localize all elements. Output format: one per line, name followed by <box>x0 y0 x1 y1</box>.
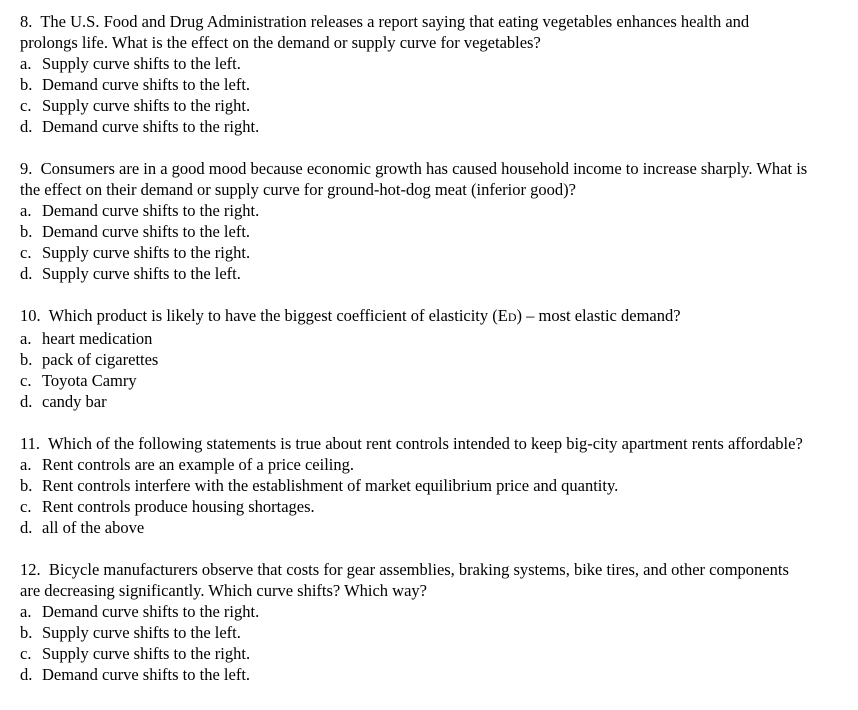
answer-options <box>20 601 810 685</box>
answer-options <box>20 53 810 137</box>
option-text: Supply curve shifts to the right. <box>42 644 251 663</box>
option-letter: b. <box>20 222 33 241</box>
option-letter: d. <box>20 665 33 684</box>
answer-option-b[interactable] <box>20 221 810 242</box>
option-letter: d. <box>20 392 33 411</box>
answer-option-b[interactable] <box>20 475 810 496</box>
question-text-end: ) – most elastic demand? <box>516 306 681 325</box>
answer-option-a[interactable] <box>20 53 810 74</box>
answer-option-d[interactable] <box>20 664 810 685</box>
option-letter: c. <box>20 497 32 516</box>
answer-option-d[interactable] <box>20 116 810 137</box>
option-text: Supply curve shifts to the left. <box>42 623 241 642</box>
option-letter: b. <box>20 75 33 94</box>
option-letter: c. <box>20 243 32 262</box>
option-text: all of the above <box>42 518 145 537</box>
option-letter: a. <box>20 329 32 348</box>
option-text: Supply curve shifts to the left. <box>42 264 241 283</box>
option-letter: a. <box>20 201 32 220</box>
answer-option-a[interactable] <box>20 328 810 349</box>
answer-option-d[interactable] <box>20 517 810 538</box>
answer-option-b[interactable] <box>20 74 810 95</box>
option-text: heart medication <box>42 329 153 348</box>
option-text: Demand curve shifts to the left. <box>42 75 251 94</box>
question-number: 11. <box>20 434 41 453</box>
elasticity-subscript: D <box>507 310 517 324</box>
question-12 <box>20 559 810 685</box>
answer-option-a[interactable] <box>20 601 810 622</box>
option-letter: a. <box>20 602 32 621</box>
answer-option-c[interactable] <box>20 95 810 116</box>
option-text: Demand curve shifts to the left. <box>42 665 251 684</box>
answer-option-c[interactable] <box>20 643 810 664</box>
question-stem <box>20 305 810 328</box>
option-text: Demand curve shifts to the right. <box>42 602 260 621</box>
answer-option-c[interactable] <box>20 370 810 391</box>
question-8 <box>20 11 810 137</box>
answer-option-b[interactable] <box>20 349 810 370</box>
answer-option-d[interactable] <box>20 391 810 412</box>
option-text: Supply curve shifts to the left. <box>42 54 241 73</box>
answer-option-d[interactable] <box>20 263 810 284</box>
answer-option-a[interactable] <box>20 200 810 221</box>
question-9 <box>20 158 810 284</box>
option-text: Demand curve shifts to the right. <box>42 201 260 220</box>
question-number: 8. <box>20 12 33 31</box>
question-stem <box>20 158 810 200</box>
option-text: Rent controls are an example of a price ceiling. <box>42 455 354 474</box>
option-text: Demand curve shifts to the right. <box>42 117 260 136</box>
question-text: Consumers are in a good mood because economic growth has caused household income to increase sharply. What is the effect on their demand or supply curve for ground-hot-dog meat (inferior good)? <box>20 159 808 199</box>
answer-options <box>20 328 810 412</box>
option-text: Supply curve shifts to the right. <box>42 243 251 262</box>
question-11 <box>20 433 810 538</box>
option-text: pack of cigarettes <box>42 350 159 369</box>
answer-option-c[interactable] <box>20 496 810 517</box>
option-letter: c. <box>20 371 32 390</box>
option-letter: b. <box>20 350 33 369</box>
option-letter: d. <box>20 518 33 537</box>
question-10 <box>20 305 810 412</box>
option-text: Rent controls produce housing shortages. <box>42 497 315 516</box>
option-letter: d. <box>20 264 33 283</box>
question-number: 10. <box>20 306 41 325</box>
answer-option-c[interactable] <box>20 242 810 263</box>
answer-options <box>20 200 810 284</box>
option-text: candy bar <box>42 392 107 411</box>
answer-options <box>20 454 810 538</box>
question-text: Bicycle manufacturers observe that costs for gear assemblies, braking systems, bike tires, and other components are decreasing significantly. Which curve shifts? Which way? <box>20 560 789 600</box>
question-text: Which of the following statements is true about rent controls intended to keep big-city apartment rents affordable? <box>47 434 803 453</box>
option-text: Supply curve shifts to the right. <box>42 96 251 115</box>
option-letter: c. <box>20 96 32 115</box>
option-letter: d. <box>20 117 33 136</box>
question-number: 9. <box>20 159 33 178</box>
question-stem <box>20 559 810 601</box>
question-stem <box>20 11 810 53</box>
answer-option-b[interactable] <box>20 622 810 643</box>
option-letter: b. <box>20 476 33 495</box>
option-text: Demand curve shifts to the left. <box>42 222 251 241</box>
question-number: 12. <box>20 560 41 579</box>
option-text: Rent controls interfere with the establishment of market equilibrium price and quantity. <box>42 476 619 495</box>
option-text: Toyota Camry <box>42 371 137 390</box>
option-letter: b. <box>20 623 33 642</box>
option-letter: c. <box>20 644 32 663</box>
question-text: The U.S. Food and Drug Administration releases a report saying that eating vegetables enhances health and prolongs life. What is the effect on the demand or supply curve for vegetables? <box>20 12 750 52</box>
answer-option-a[interactable] <box>20 454 810 475</box>
option-letter: a. <box>20 54 32 73</box>
option-letter: a. <box>20 455 32 474</box>
question-text: Which product is likely to have the biggest coefficient of elasticity (E <box>48 306 508 325</box>
question-stem <box>20 433 810 454</box>
